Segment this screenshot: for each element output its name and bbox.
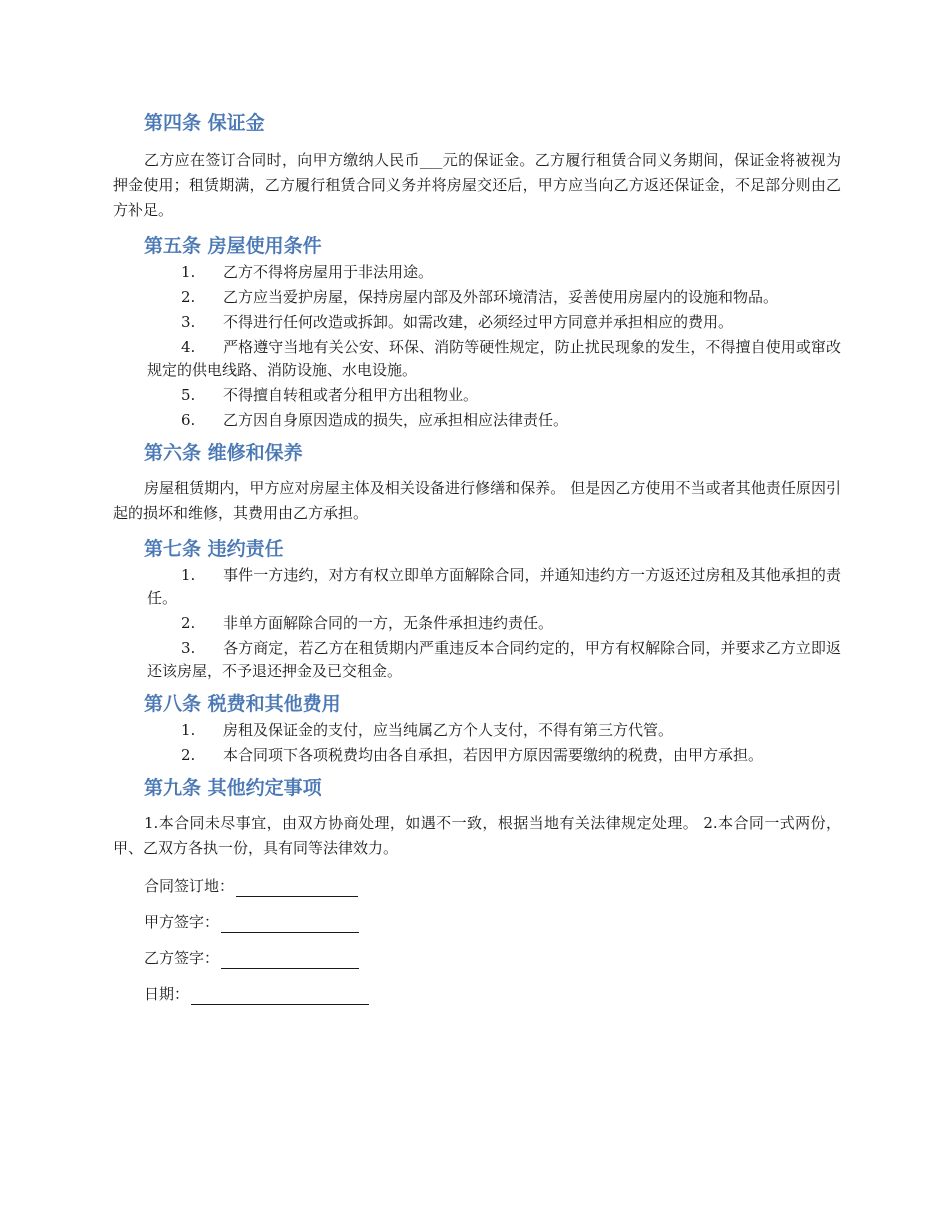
list-item: [113, 612, 841, 635]
list-item: [113, 409, 841, 432]
party-b-signature-line: [113, 947, 841, 969]
section-9-title: 第九条 其他约定事项: [144, 777, 322, 799]
section-6-title: 第六条 维修和保养: [144, 442, 303, 464]
section-6-paragraph: 房屋租赁期内，甲方应对房屋主体及相关设备进行修缮和保养。 但是因乙方使用不当或者其他责任原因引起的损坏和维修，其费用由乙方承担。: [113, 479, 841, 522]
section-7-list: [113, 564, 841, 683]
section-5-list: [113, 261, 841, 432]
signing-place-blank: [236, 878, 358, 897]
list-item-text: 非单方面解除合同的一方，无条件承担违约责任。: [223, 614, 554, 632]
section-4-title: 第四条 保证金: [144, 112, 265, 134]
list-item-text: 不得进行任何改造或拆卸。如需改建，必须经过甲方同意并承担相应的费用。: [223, 313, 734, 331]
list-item-number: 4.: [181, 338, 196, 356]
section-9-paragraph: 1.本合同未尽事宜，由双方协商处理，如遇不一致，根据当地有关法律规定处理。 2.本合同一式两份，甲、乙双方各执一份，具有同等法律效力。: [113, 814, 841, 857]
list-item-text: 本合同项下各项税费均由各自承担，若因甲方原因需要缴纳的税费，由甲方承担。: [223, 746, 764, 764]
list-item-number: 6.: [181, 411, 196, 429]
section-8-title: 第八条 税费和其他费用: [144, 693, 341, 715]
list-item-number: 2.: [181, 746, 196, 764]
date-label: 日期：: [144, 985, 190, 1003]
party-a-signature-line: [113, 911, 841, 933]
list-item-text: 事件一方违约，对方有权立即单方面解除合同，并通知违约方一方返还过房租及其他承担的责任。: [147, 566, 841, 607]
party-a-signature-label: 甲方签字：: [144, 913, 220, 931]
list-item-number: 2.: [181, 288, 196, 306]
signature-block: [113, 875, 841, 1005]
list-item: [113, 261, 841, 284]
list-item-number: 1.: [181, 566, 196, 584]
list-item-number: 3.: [181, 313, 196, 331]
party-b-signature-blank: [221, 950, 359, 969]
list-item: [113, 336, 841, 382]
party-b-signature-label: 乙方签字：: [144, 949, 220, 967]
section-8-list: [113, 719, 841, 767]
signing-place-line: [113, 875, 841, 897]
list-item: [113, 286, 841, 309]
list-item: [113, 744, 841, 767]
section-4-paragraph: 乙方应在签订合同时，向甲方缴纳人民币___元的保证金。乙方履行租赁合同义务期间，保证金将被视为押金使用；租赁期满，乙方履行租赁合同义务并将房屋交还后，甲方应当向乙方返还保证金，不足部分则由乙方补足。: [113, 151, 841, 219]
date-line: [113, 983, 841, 1005]
list-item-number: 2.: [181, 614, 196, 632]
list-item-text: 乙方应当爱护房屋，保持房屋内部及外部环境清洁，妥善使用房屋内的设施和物品。: [223, 288, 779, 306]
list-item-text: 严格遵守当地有关公安、环保、消防等硬性规定，防止扰民现象的发生，不得擅自使用或窜改规定的供电线路、消防设施、水电设施。: [147, 338, 841, 379]
contract-page: [113, 108, 841, 1005]
party-a-signature-blank: [221, 914, 359, 933]
list-item-number: 5.: [181, 386, 196, 404]
list-item-number: 3.: [181, 639, 196, 657]
signing-place-label: 合同签订地：: [144, 877, 235, 895]
list-item: [113, 564, 841, 610]
section-5-title: 第五条 房屋使用条件: [144, 235, 322, 257]
list-item-number: 1.: [181, 263, 196, 281]
section-7-title: 第七条 违约责任: [144, 538, 284, 560]
list-item-text: 各方商定，若乙方在租赁期内严重违反本合同约定的，甲方有权解除合同，并要求乙方立即返还该房屋，不予退还押金及已交租金。: [147, 639, 841, 680]
list-item: [113, 311, 841, 334]
list-item-number: 1.: [181, 721, 196, 739]
list-item-text: 乙方不得将房屋用于非法用途。: [223, 263, 434, 281]
list-item-text: 乙方因自身原因造成的损失，应承担相应法律责任。: [223, 411, 569, 429]
list-item: [113, 384, 841, 407]
date-blank: [191, 986, 369, 1005]
list-item: [113, 719, 841, 742]
list-item-text: 房租及保证金的支付，应当纯属乙方个人支付，不得有第三方代管。: [223, 721, 674, 739]
list-item-text: 不得擅自转租或者分租甲方出租物业。: [223, 386, 479, 404]
list-item: [113, 637, 841, 683]
